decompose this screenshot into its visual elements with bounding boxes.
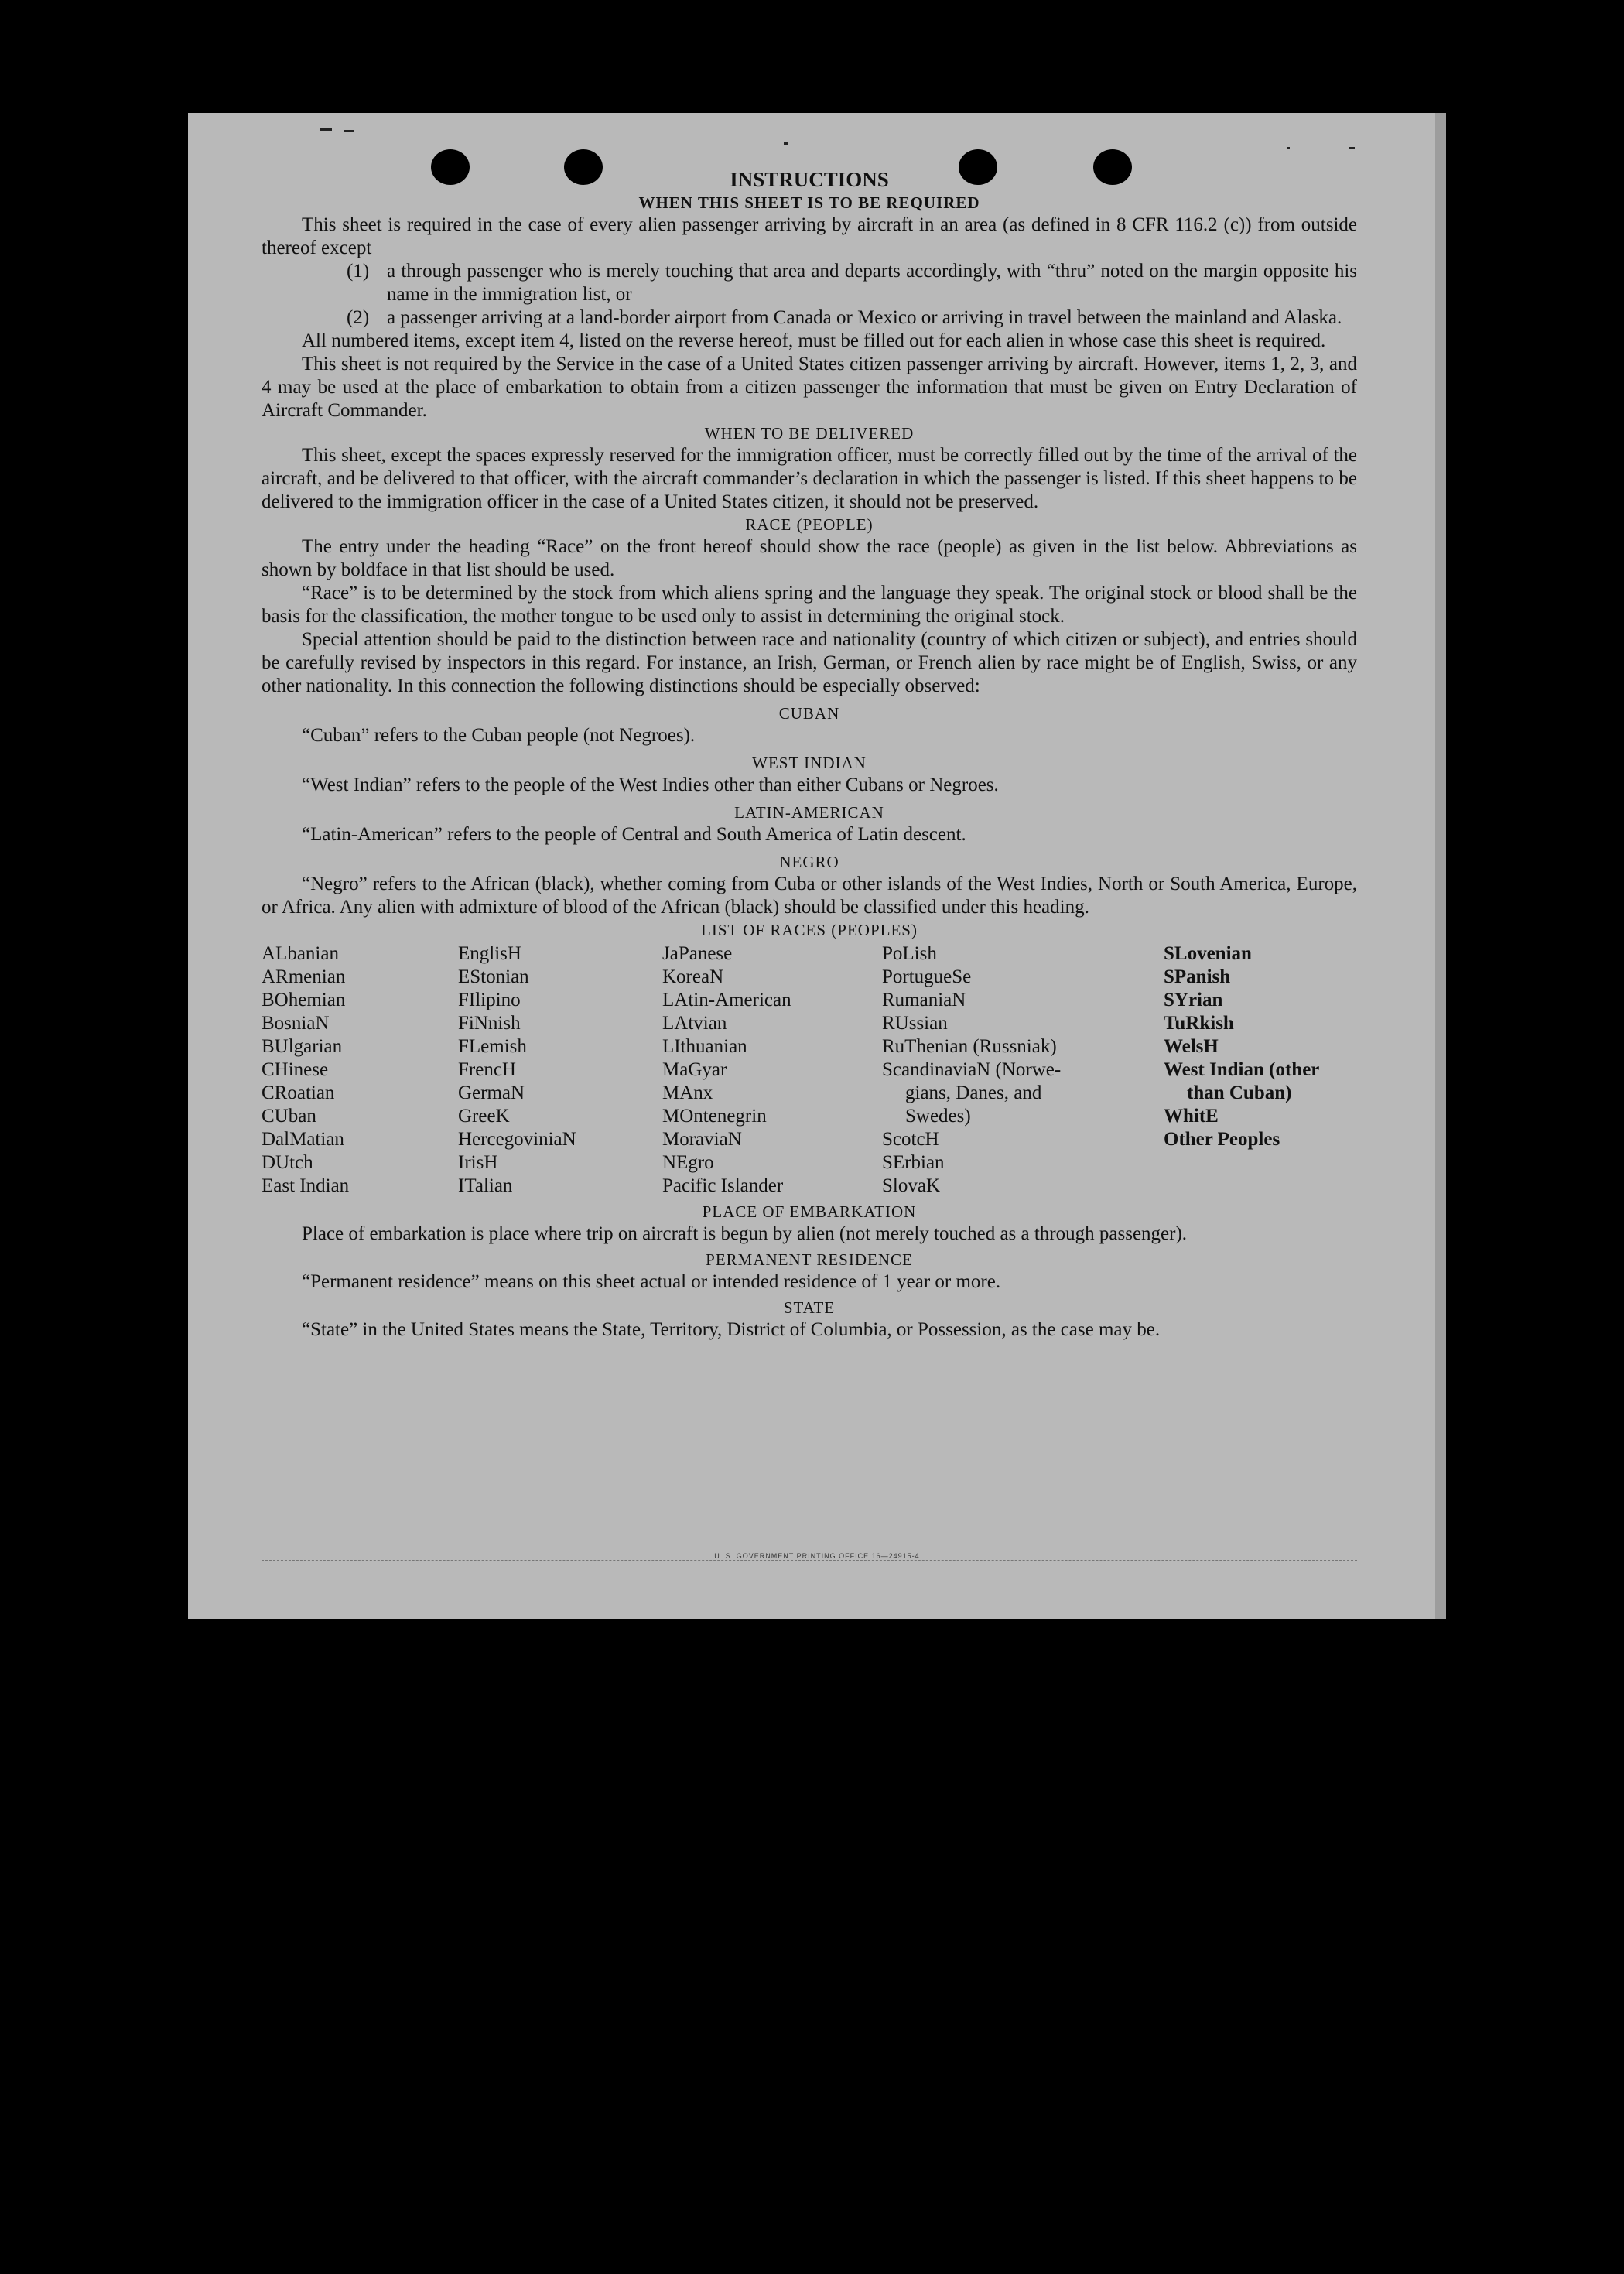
race-entry: TuRkish [1164, 1013, 1234, 1034]
paragraph-state: “State” in the United States means the State, Territory, District of Columbia, or Possession, as the case may be. [302, 1319, 1161, 1340]
race-entry: MOntenegrin [662, 1106, 767, 1127]
race-entry: FIlipino [458, 990, 521, 1010]
paragraph-cuban: “Cuban” refers to the Cuban people (not Negroes). [302, 725, 696, 746]
paragraph-residence: “Permanent residence” means on this sheet actual or intended residence of 1 year or more. [302, 1271, 1001, 1292]
races-column [1164, 942, 1357, 1198]
race-entry: GreeK [458, 1106, 510, 1127]
document-sheet [188, 113, 1446, 1619]
race-entry: ARmenian [262, 966, 346, 987]
paragraph-race-entry: The entry under the heading “Race” on the front hereof should show the race (people) as given in the list below. Abbreviations as shown by boldface in that list should be used. [262, 536, 1357, 580]
item-number: (1) [347, 261, 370, 282]
races-column [882, 942, 1164, 1198]
paragraph-embarkation: Place of embarkation is place where trip on aircraft is begun by alien (not merely touched as a through passenger). [302, 1223, 1188, 1244]
section-heading-when-delivered: WHEN TO BE DELIVERED [704, 424, 915, 443]
section-heading-when-required: WHEN THIS SHEET IS TO BE REQUIRED [638, 193, 980, 212]
race-entry: BosniaN [262, 1013, 330, 1034]
race-entry: WelsH [1164, 1036, 1219, 1057]
print-speck [1287, 147, 1290, 149]
race-entry: MAnx [662, 1082, 713, 1103]
item-text: a through passenger who is merely touching that area and departs accordingly, with “thru” noted on the margin opposite his name in the immigration list, or [387, 261, 1357, 305]
page-title: INSTRUCTIONS [730, 168, 889, 191]
item-number: (2) [347, 307, 370, 328]
section-heading-embarkation: PLACE OF EMBARKATION [702, 1202, 917, 1221]
race-entry: Pacific Islander [662, 1175, 784, 1196]
paragraph-numbered-items: All numbered items, except item 4, listed on the reverse hereof, must be filled out for each alien in whose case this sheet is required. [302, 330, 1326, 351]
race-entry: than Cuban) [1187, 1082, 1292, 1103]
section-heading-cuban: CUBAN [778, 704, 840, 723]
section-heading-race: RACE (PEOPLE) [745, 515, 874, 534]
race-entry: LAtin-American [662, 990, 791, 1010]
paragraph-negro: “Negro” refers to the African (black), whether coming from Cuba or other islands of the West Indies, North or South America, Europe, or Africa. Any alien with admixture of blood of the African (black) should be classified under this heading. [262, 874, 1357, 918]
race-entry: ScotcH [882, 1129, 939, 1150]
race-entry: Swedes) [905, 1106, 971, 1127]
exception-item [262, 260, 1357, 306]
race-entry: CRoatian [262, 1082, 335, 1103]
race-entry: ALbanian [262, 943, 339, 964]
race-entry: BUlgarian [262, 1036, 343, 1057]
race-entry: MaGyar [662, 1059, 727, 1080]
race-entry: West Indian (other [1164, 1059, 1320, 1080]
race-entry: SPanish [1164, 966, 1231, 987]
race-entry: SErbian [882, 1152, 945, 1173]
race-entry: FLemish [458, 1036, 527, 1057]
race-entry: IrisH [458, 1152, 498, 1173]
section-heading-west-indian: WEST INDIAN [752, 754, 867, 772]
race-entry: EnglisH [458, 943, 521, 964]
race-entry: SYrian [1164, 990, 1223, 1010]
race-entry: RuThenian (Russniak) [882, 1036, 1057, 1057]
race-entry: EStonian [458, 966, 529, 987]
exception-item [262, 306, 1357, 330]
race-entry: GermaN [458, 1082, 525, 1103]
paragraph-required-intro: This sheet is required in the case of every alien passenger arriving by aircraft in an area (as defined in 8 CFR 116.2 (c)) from outside thereof except [262, 214, 1357, 258]
races-column [458, 942, 662, 1198]
race-entry: FrencH [458, 1059, 516, 1080]
race-entry: SLovenian [1164, 943, 1252, 964]
section-heading-list-of-races: LIST OF RACES (PEOPLES) [701, 921, 918, 939]
race-entry: ITalian [458, 1175, 513, 1196]
instructions-content [262, 167, 1357, 1342]
races-column [262, 942, 458, 1198]
print-speck [344, 130, 354, 132]
race-entry: HercegoviniaN [458, 1129, 576, 1150]
paragraph-race-definition: “Race” is to be determined by the stock from which aliens spring and the language they speak. The original stock or blood shall be the basis for the classification, the mother tongue to be used only to assist in determining the original stock. [262, 583, 1357, 627]
paragraph-latin-american: “Latin-American” refers to the people of Central and South America of Latin descent. [302, 824, 966, 845]
race-entry: PortugueSe [882, 966, 972, 987]
race-entry: East Indian [262, 1175, 350, 1196]
section-heading-latin-american: LATIN-AMERICAN [734, 803, 884, 822]
race-entry: MoraviaN [662, 1129, 742, 1150]
race-entry: ScandinaviaN (Norwe- [882, 1059, 1062, 1080]
race-entry: Other Peoples [1164, 1129, 1280, 1150]
race-entry: LIthuanian [662, 1036, 747, 1057]
race-entry: JaPanese [662, 943, 733, 964]
section-heading-negro: NEGRO [779, 853, 839, 871]
sheet-edge-shadow [1435, 113, 1446, 1619]
race-entry: FiNnish [458, 1013, 521, 1034]
paragraph-race-nationality: Special attention should be paid to the distinction between race and nationality (country of which citizen or subject), and entries should be carefully revised by inspectors in this regard. For instance, an Irish, German, or French alien by race might be of English, Swiss, or any other nationality. In this connection the following distinctions should be especially observed: [262, 629, 1357, 696]
footer-rule [262, 1560, 1357, 1561]
races-list [262, 942, 1357, 1198]
race-entry: BOhemian [262, 990, 346, 1010]
race-entry: WhitE [1164, 1106, 1219, 1127]
section-heading-state: STATE [783, 1298, 836, 1317]
race-entry: gians, Danes, and [905, 1082, 1042, 1103]
race-entry: LAtvian [662, 1013, 727, 1034]
section-heading-residence: PERMANENT RESIDENCE [706, 1250, 913, 1269]
printing-office-imprint: U. S. GOVERNMENT PRINTING OFFICE 16—24915-4 [714, 1552, 920, 1560]
print-speck [320, 128, 332, 131]
race-entry: DUtch [262, 1152, 313, 1173]
race-entry: RumaniaN [882, 990, 966, 1010]
print-speck [784, 142, 788, 145]
race-entry: KoreaN [662, 966, 724, 987]
paragraph-delivery: This sheet, except the spaces expressly reserved for the immigration officer, must be correctly filled out by the time of the arrival of the aircraft, and be delivered to that officer, with the aircraft commander’s declaration in which the passenger is listed. If this sheet happens to be delivered to the immigration officer in the case of a United States citizen, it should not be preserved. [262, 445, 1357, 512]
item-text: a passenger arriving at a land-border airport from Canada or Mexico or arriving in travel between the mainland and Alaska. [387, 307, 1342, 328]
race-entry: DalMatian [262, 1129, 344, 1150]
race-entry: PoLish [882, 943, 937, 964]
race-entry: NEgro [662, 1152, 714, 1173]
race-entry: RUssian [882, 1013, 948, 1034]
races-column [662, 942, 882, 1198]
print-speck [1349, 147, 1355, 149]
paragraph-west-indian: “West Indian” refers to the people of the West Indies other than either Cubans or Negroes. [302, 775, 999, 795]
paragraph-citizen-passenger: This sheet is not required by the Service in the case of a United States citizen passenger arriving by aircraft. However, items 1, 2, 3, and 4 may be used at the place of embarkation to obtain from a citizen passenger the information that must be given on Entry Declaration of Aircraft Commander. [262, 354, 1357, 421]
race-entry: CHinese [262, 1059, 329, 1080]
race-entry: SlovaK [882, 1175, 940, 1196]
race-entry: CUban [262, 1106, 316, 1127]
